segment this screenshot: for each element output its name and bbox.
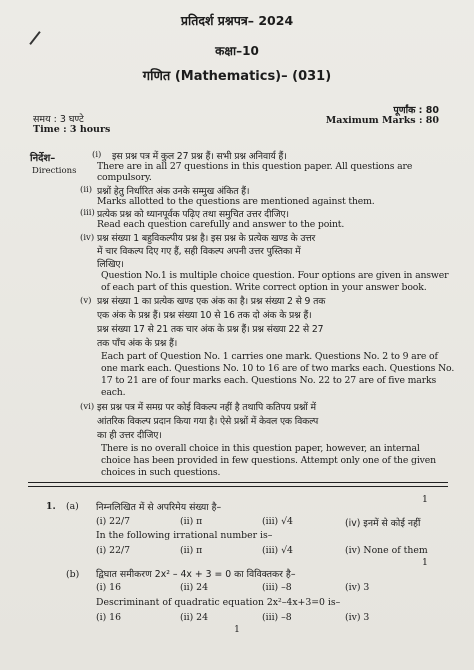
question-text-hindi: द्विघात समीकरण 2x² – 4x + 3 = 0 का विविक्तकर है– <box>96 569 296 580</box>
class-label: कक्षा–10 <box>215 44 259 58</box>
directions-label-english: Directions <box>32 166 77 176</box>
direction-line: each. <box>101 387 126 398</box>
direction-line: choice has been provided in few questions. Attempt only one of the given <box>101 455 436 466</box>
direction-line: प्रश्नों हेतु निर्धारित अंक उनके सम्मुख अंकित हैं। <box>97 186 250 197</box>
question-marks: 1 <box>422 494 428 505</box>
direction-line: आंतरिक विकल्प प्रदान किया गया है। ऐसे प्रश्नों में केवल एक विकल्प <box>97 416 319 427</box>
question-number: 1. <box>46 501 56 512</box>
direction-line: प्रश्न संख्या 1 बहुविकल्पीय प्रश्न है। इस प्रश्न के प्रत्येक खण्ड के उत्तर <box>97 233 316 244</box>
direction-line: लिखिए। <box>97 259 124 270</box>
option: (iv) इनमें से कोई नहीं <box>345 518 421 529</box>
direction-line: प्रश्न संख्या 17 से 21 तक चार अंक के प्रश्न हैं। प्रश्न संख्या 22 से 27 <box>97 324 324 335</box>
option: (iii) √4 <box>262 545 293 556</box>
option: (i) 22/7 <box>96 545 131 556</box>
question-part-label: (a) <box>66 501 79 512</box>
marks-english: Maximum Marks : 80 <box>325 115 439 126</box>
direction-line: one mark each. Questions No. 10 to 16 are of two marks each. Questions No. <box>101 363 455 374</box>
direction-line: में चार विकल्प दिए गए हैं, सही विकल्प अपनी उत्तर पुस्तिका में <box>97 246 301 257</box>
paper-title: प्रतिदर्श प्रश्नपत्र– 2024 <box>180 13 294 28</box>
option: (iv) 3 <box>345 612 370 623</box>
option: (i) 22/7 <box>96 516 131 527</box>
option: (ii) 24 <box>180 612 208 623</box>
question-part-label: (b) <box>66 569 80 580</box>
question-text-english: Descriminant of quadratic equation 2x²–4x+3=0 is– <box>96 597 341 608</box>
direction-line: प्रत्येक प्रश्न को ध्यानपूर्वक पढ़िए तथा समुचित उत्तर दीजिए। <box>97 209 289 220</box>
option: (iv) 3 <box>345 582 370 593</box>
option: (ii) π <box>180 545 203 556</box>
question-text-hindi: निम्नलिखित में से अपरिमेय संख्या है– <box>96 502 222 513</box>
option: (iii) –8 <box>262 582 292 593</box>
option: (ii) 24 <box>180 582 208 593</box>
direction-number: (i) <box>92 150 102 160</box>
option: (iv) None of them <box>345 545 428 556</box>
direction-line: एक अंक के प्रश्न हैं। प्रश्न संख्या 10 से 16 तक दो अंक के प्रश्न हैं। <box>97 310 312 321</box>
page-number: 1 <box>234 625 240 635</box>
direction-line: Each part of Question No. 1 carries one mark. Questions No. 2 to 9 are of <box>101 351 438 362</box>
direction-line: 17 to 21 are of four marks each. Questions No. 22 to 27 are of five marks <box>101 375 437 386</box>
section-divider <box>28 482 448 483</box>
direction-line: Marks allotted to the questions are mentioned against them. <box>97 196 375 207</box>
option: (i) 16 <box>96 582 122 593</box>
direction-line: का ही उत्तर दीजिए। <box>97 430 162 441</box>
option: (iii) –8 <box>262 612 292 623</box>
time-english: Time : 3 hours <box>33 124 111 135</box>
directions-label-hindi: निर्देश– <box>30 153 56 164</box>
direction-line: Read each question carefully and answer to the point. <box>97 219 345 230</box>
section-divider <box>28 486 448 487</box>
option: (i) 16 <box>96 612 122 623</box>
question-text-english: In the following irrational number is– <box>96 530 273 541</box>
direction-number: (v) <box>80 296 92 306</box>
direction-line: of each part of this question. Write correct option in your answer book. <box>101 282 427 293</box>
option: (ii) π <box>180 516 203 527</box>
time-hindi: समय : 3 घण्टे <box>33 114 84 125</box>
subject-title: गणित (Mathematics)– (031) <box>142 69 332 84</box>
direction-number: (ii) <box>80 185 93 195</box>
direction-line: compulsory. <box>97 172 152 183</box>
direction-line: There are in all 27 questions in this question paper. All questions are <box>97 161 413 172</box>
question-marks: 1 <box>422 557 428 568</box>
direction-line: इस प्रश्न पत्र में कुल 27 प्रश्न हैं। सभी प्रश्न अनिवार्य हैं। <box>112 151 287 162</box>
direction-line: choices in such questions. <box>101 467 221 478</box>
direction-line: तक पाँच अंक के प्रश्न हैं। <box>97 338 178 349</box>
direction-line: इस प्रश्न पत्र में समग्र पर कोई विकल्प नहीं है तथापि कतिपय प्रश्नों में <box>97 402 316 413</box>
option: (iii) √4 <box>262 516 293 527</box>
direction-number: (iv) <box>80 233 95 243</box>
direction-line: There is no overall choice in this question paper, however, an internal <box>101 443 420 454</box>
direction-line: प्रश्न संख्या 1 का प्रत्येक खण्ड एक अंक का है। प्रश्न संख्या 2 से 9 तक <box>97 296 326 307</box>
direction-line: Question No.1 is multiple choice question. Four options are given in answer <box>101 270 449 281</box>
direction-number: (vi) <box>80 402 95 412</box>
direction-number: (iii) <box>80 208 95 218</box>
marks-hindi: पूर्णांक : 80 <box>393 105 439 116</box>
